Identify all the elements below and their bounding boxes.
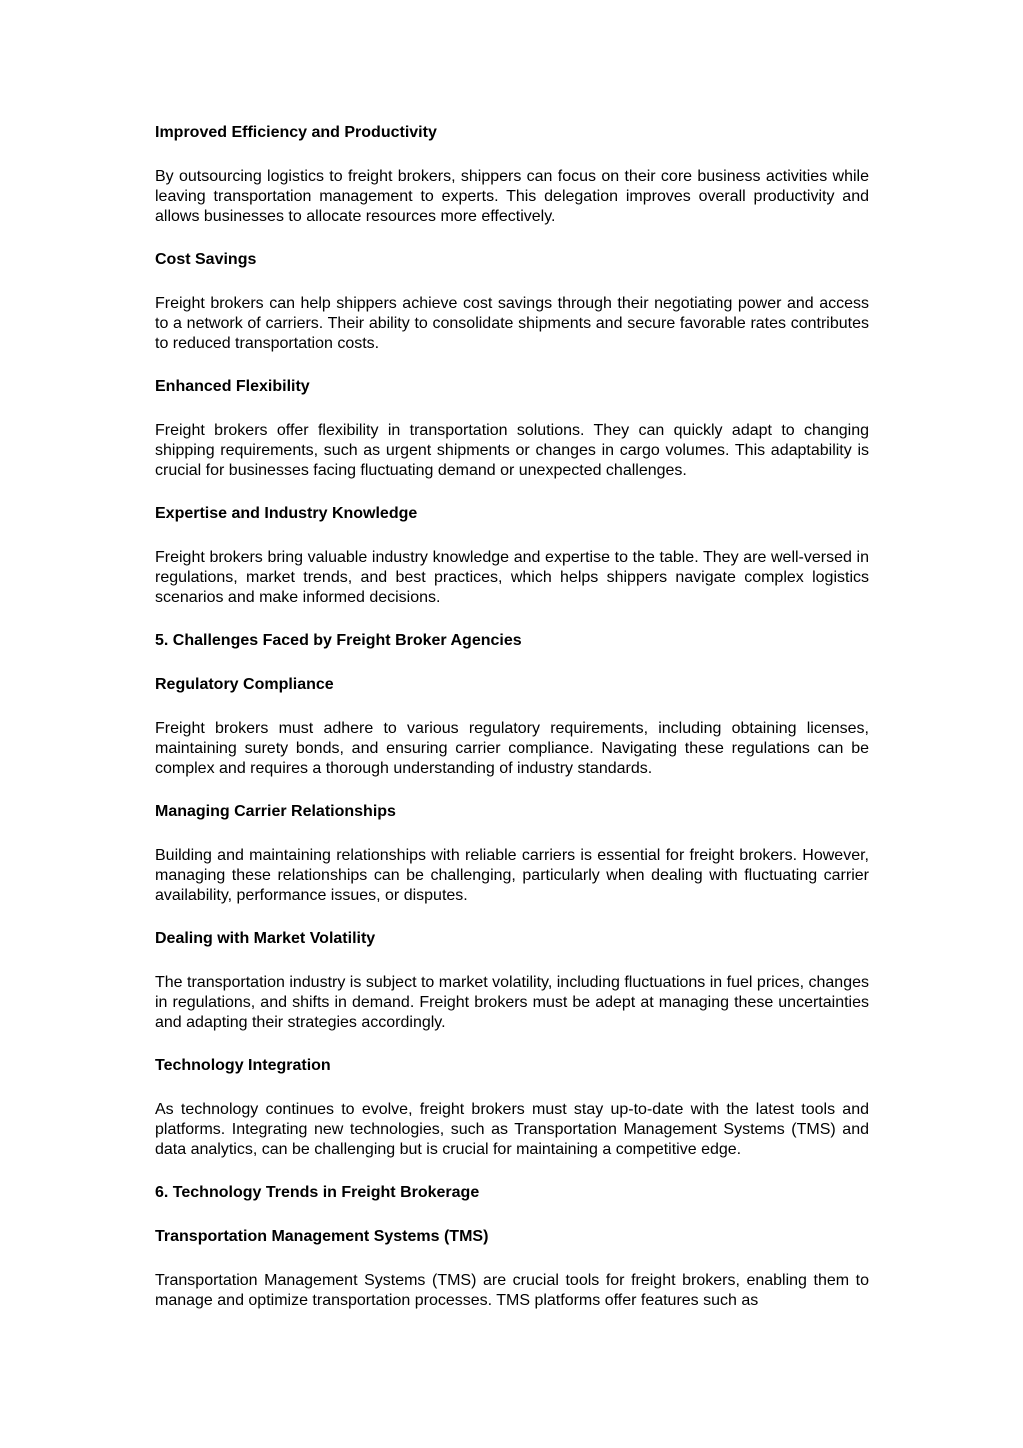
heading-market-volatility: Dealing with Market Volatility (155, 930, 376, 947)
heading-regulatory-compliance: Regulatory Compliance (155, 676, 334, 693)
paragraph-improved-efficiency: By outsourcing logistics to freight brokers, shippers can focus on their core business activities while leaving transportation management to experts. This delegation improves overall productivity and allows businesses to allocate resources more effectively. (155, 168, 869, 225)
paragraph-expertise: Freight brokers bring valuable industry knowledge and expertise to the table. They are well-versed in regulations, market trends, and best practices, which helps shippers navigate complex logistics scenarios and make informed decisions. (155, 549, 869, 606)
heading-improved-efficiency: Improved Efficiency and Productivity (155, 124, 437, 141)
paragraph-carrier-relationships: Building and maintaining relationships with reliable carriers is essential for freight brokers. However, managing these relationships can be challenging, particularly when dealing with fluctuating carrier availability, performance issues, or disputes. (155, 847, 869, 904)
paragraph-market-volatility: The transportation industry is subject to market volatility, including fluctuations in fuel prices, changes in regulations, and shifts in demand. Freight brokers must be adept at managing these uncertainties and adapting their strategies accordingly. (155, 974, 869, 1031)
heading-expertise: Expertise and Industry Knowledge (155, 505, 418, 522)
heading-enhanced-flexibility: Enhanced Flexibility (155, 378, 310, 395)
heading-cost-savings: Cost Savings (155, 251, 257, 268)
section-heading-technology-trends: 6. Technology Trends in Freight Brokerage (155, 1184, 480, 1201)
heading-carrier-relationships: Managing Carrier Relationships (155, 803, 396, 820)
paragraph-technology-integration: As technology continues to evolve, freight brokers must stay up-to-date with the latest tools and platforms. Integrating new technologies, such as Transportation Management Systems (TMS) and data analytics, can be challenging but is crucial for maintaining a competitive edge. (155, 1101, 869, 1158)
document-page (155, 123, 869, 1334)
paragraph-enhanced-flexibility: Freight brokers offer flexibility in transportation solutions. They can quickly adapt to changing shipping requirements, such as urgent shipments or changes in cargo volumes. This adaptability is crucial for businesses facing fluctuating demand or unexpected challenges. (155, 422, 869, 479)
paragraph-cost-savings: Freight brokers can help shippers achieve cost savings through their negotiating power and access to a network of carriers. Their ability to consolidate shipments and secure favorable rates contributes to reduced transportation costs. (155, 295, 869, 352)
heading-technology-integration: Technology Integration (155, 1057, 331, 1074)
section-heading-challenges: 5. Challenges Faced by Freight Broker Agencies (155, 632, 522, 649)
heading-tms: Transportation Management Systems (TMS) (155, 1228, 489, 1245)
paragraph-tms: Transportation Management Systems (TMS) are crucial tools for freight brokers, enabling them to manage and optimize transportation processes. TMS platforms offer features such as (155, 1272, 869, 1309)
paragraph-regulatory-compliance: Freight brokers must adhere to various regulatory requirements, including obtaining licenses, maintaining surety bonds, and ensuring carrier compliance. Navigating these regulations can be complex and requires a thorough understanding of industry standards. (155, 720, 869, 777)
